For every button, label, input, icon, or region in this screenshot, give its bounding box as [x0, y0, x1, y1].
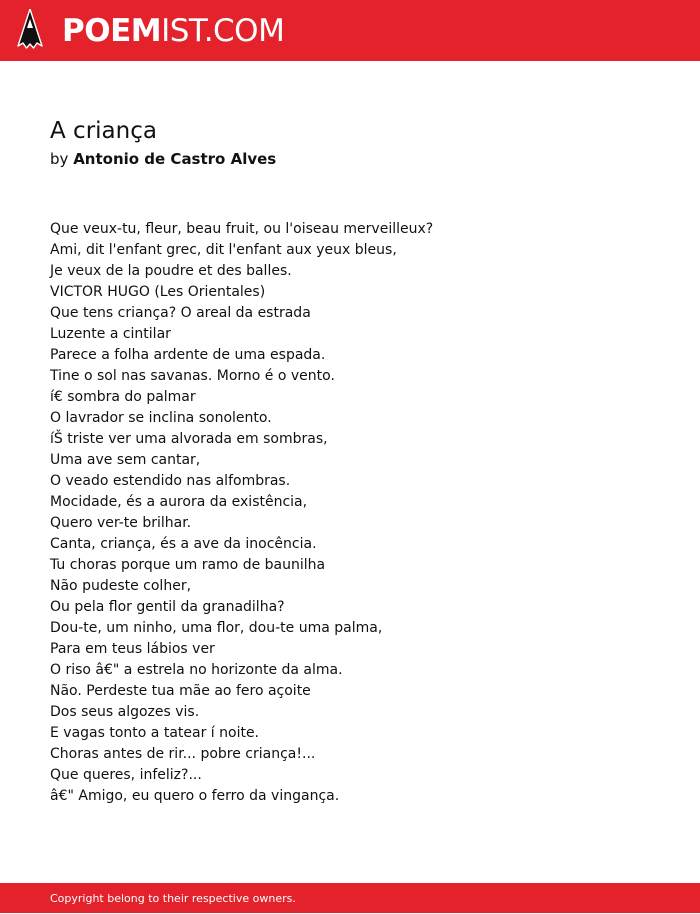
- pencil-logo-icon[interactable]: [17, 9, 43, 51]
- byline: [50, 148, 276, 170]
- poem-line: Tu choras porque um ramo de baunilha: [50, 557, 326, 573]
- logo-bold-text: POEM: [62, 13, 162, 49]
- copyright-notice: Copyright belong to their respective owners.: [50, 892, 296, 905]
- poem-line: O riso â€" a estrela no horizonte da alma.: [50, 662, 343, 678]
- poem-line: Não. Perdeste tua mãe ao fero açoite: [50, 683, 311, 699]
- poem-line: O lavrador se inclina sonolento.: [50, 410, 272, 426]
- poem-line: O veado estendido nas alfombras.: [50, 473, 291, 489]
- poem-line: Mocidade, és a aurora da existência,: [50, 494, 308, 510]
- poem-line: Parece a folha ardente de uma espada.: [50, 347, 326, 363]
- poem-line: E vagas tonto a tatear í noite.: [50, 725, 260, 741]
- poem-line: Luzente a cintilar: [50, 326, 171, 342]
- poem-title: A criança: [50, 118, 157, 144]
- poem-line: Para em teus lábios ver: [50, 641, 215, 657]
- poem-line: Que veux-tu, fleur, beau fruit, ou l'oiseau merveilleux?: [50, 221, 434, 237]
- poem-text: [50, 219, 670, 807]
- site-footer: [0, 883, 700, 913]
- poem-line: Je veux de la poudre et des balles.: [50, 263, 292, 279]
- logo-light-text: IST.COM: [161, 13, 285, 49]
- poem-line: VICTOR HUGO (Les Orientales): [50, 284, 266, 300]
- poem-line: Que queres, infeliz?...: [50, 767, 202, 783]
- site-logo[interactable]: [62, 11, 284, 51]
- site-header: [0, 0, 700, 61]
- poem-line: Choras antes de rir... pobre criança!...: [50, 746, 316, 762]
- author-name: Antonio de Castro Alves: [73, 150, 277, 168]
- poem-line: Uma ave sem cantar,: [50, 452, 201, 468]
- poem-line: íŠ triste ver uma alvorada em sombras,: [50, 431, 328, 447]
- poem-line: í€ sombra do palmar: [50, 389, 196, 405]
- poem-line: Ami, dit l'enfant grec, dit l'enfant aux yeux bleus,: [50, 242, 397, 258]
- poem-line: Tine o sol nas savanas. Morno é o vento.: [50, 368, 335, 384]
- poem-line: Que tens criança? O areal da estrada: [50, 305, 311, 321]
- poem-line: Quero ver-te brilhar.: [50, 515, 192, 531]
- poem-line: Dou-te, um ninho, uma flor, dou-te uma palma,: [50, 620, 383, 636]
- by-label: by: [50, 150, 69, 168]
- poem-line: â€" Amigo, eu quero o ferro da vingança.: [50, 788, 340, 804]
- poem-line: Dos seus algozes vis.: [50, 704, 200, 720]
- poem-line: Ou pela flor gentil da granadilha?: [50, 599, 285, 615]
- poem-line: Não pudeste colher,: [50, 578, 192, 594]
- poem-line: Canta, criança, és a ave da inocência.: [50, 536, 317, 552]
